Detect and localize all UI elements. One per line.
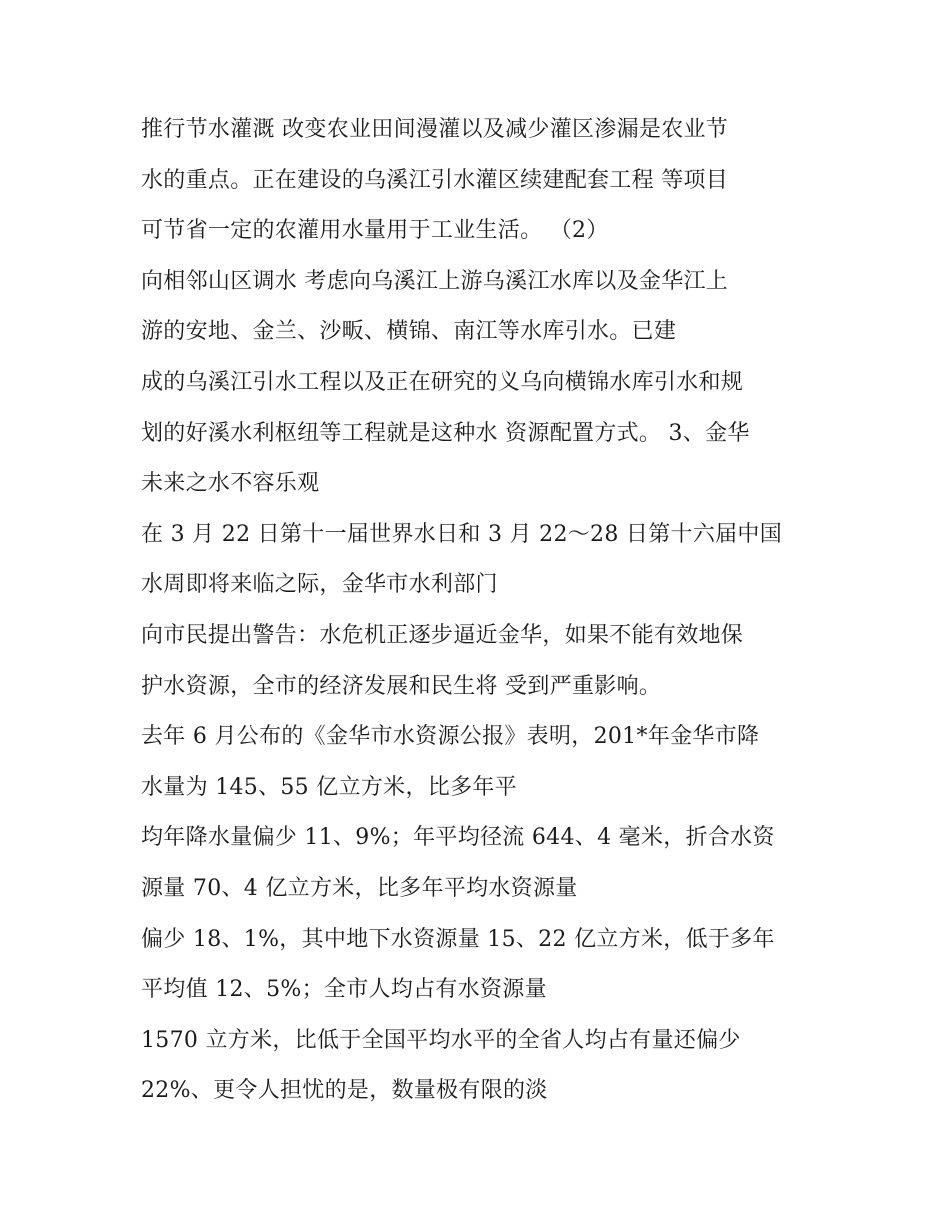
text-line: 未来之水不容乐观 xyxy=(141,471,320,497)
text-line: 可节省一定的农灌用水量用于工业生活。 （2） xyxy=(141,218,609,244)
text-line: 22%、更令人担忧的是，数量极有限的淡 xyxy=(141,1078,548,1104)
text-line: 向相邻山区调水 考虑向乌溪江上游乌溪江水库以及金华江上 xyxy=(141,268,729,294)
text-line: 水周即将来临之际，金华市水利部门 xyxy=(141,572,498,598)
text-line: 在 3 月 22 日第十一届世界水日和 3 月 22～28 日第十六届中国 xyxy=(141,521,783,547)
text-line: 成的乌溪江引水工程以及正在研究的义乌向横锦水库引水和规 xyxy=(141,369,744,395)
text-line: 水的重点。正在建设的乌溪江引水灌区续建配套工程 等项目 xyxy=(141,167,729,193)
document-text-body xyxy=(141,105,831,1117)
text-line: 水量为 145、55 亿立方米，比多年平 xyxy=(141,774,517,800)
text-line: 平均值 12、5%；全市人均占有水资源量 xyxy=(141,977,547,1003)
text-line: 1570 立方米，比低于全国平均水平的全省人均占有量还偏少 xyxy=(141,1027,741,1053)
text-line: 游的安地、金兰、沙畈、横锦、南江等水库引水。已建 xyxy=(141,319,677,345)
text-line: 去年 6 月公布的《金华市水资源公报》表明，201*年金华市降 xyxy=(141,724,760,750)
text-line: 均年降水量偏少 11、9%；年平均径流 644、4 毫米，折合水资 xyxy=(141,825,775,851)
text-line: 划的好溪水利枢纽等工程就是这种水 资源配置方式。 3、金华 xyxy=(141,420,750,446)
text-line: 向市民提出警告：水危机正逐步逼近金华，如果不能有效地保 xyxy=(141,622,744,648)
text-line: 推行节水灌溉 改变农业田间漫灌以及减少灌区渗漏是农业节 xyxy=(141,117,729,142)
text-line: 源量 70、4 亿立方米，比多年平均水资源量 xyxy=(141,875,578,901)
text-line: 护水资源，全市的经济发展和民生将 受到严重影响。 xyxy=(141,673,662,699)
text-line: 偏少 18、1%，其中地下水资源量 15、22 亿立方米，低于多年 xyxy=(141,926,775,952)
